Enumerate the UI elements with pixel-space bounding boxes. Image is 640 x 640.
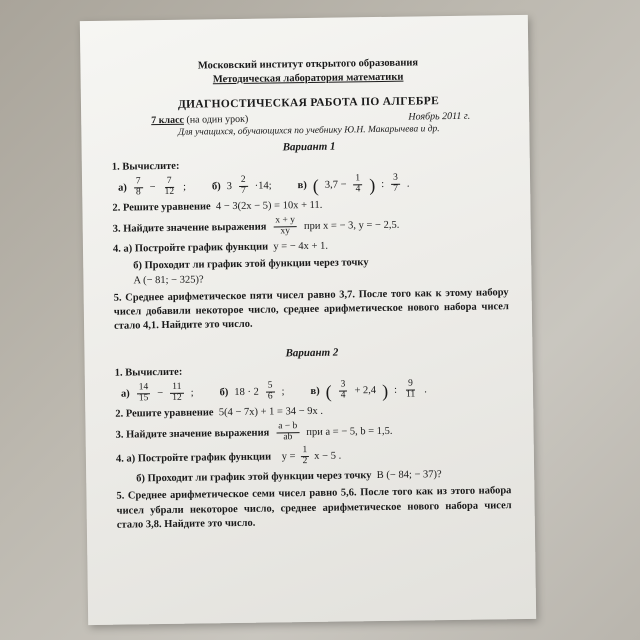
condition: при x = − 3, y = − 2,5.	[303, 219, 400, 232]
v2-t1b-label: б)	[219, 386, 229, 398]
punct: ;	[190, 387, 194, 399]
punct: ;	[182, 181, 187, 193]
v2-task-4b: б) Проходит ли график этой функции через точку B (− 84; − 37)?	[136, 469, 442, 485]
v1-task-1: 1. Вычислите:	[111, 160, 180, 173]
v1-task-2: 2. Решите уравнение 4 − 3(2x − 5) = 10x + 11.	[112, 199, 323, 214]
function-expr: y = − 4x + 1.	[273, 240, 328, 253]
document-title: ДИАГНОСТИЧЕСКАЯ РАБОТА ПО АЛГЕБРЕ	[177, 95, 440, 112]
fraction: $\frac{1}{4}$	[355, 173, 361, 195]
grade: 7 класс	[151, 114, 185, 127]
date: Ноябрь 2011 г.	[408, 110, 471, 123]
expr-rest: ·14;	[254, 180, 272, 192]
condition: при a = − 5, b = 1,5.	[306, 425, 393, 438]
expr-left: 18 · 2	[234, 386, 259, 398]
equation: 5(4 − 7x) + 1 = 34 − 9x .	[218, 406, 324, 419]
point: A (− 81; − 325)?	[133, 274, 204, 287]
v1-t1b-label: б)	[211, 180, 221, 192]
v1-task-3: 3. Найдите значение выражения $\frac{x + y}{xy}$ при x = − 3, y = − 2,5.	[112, 215, 400, 237]
punct: .	[424, 384, 427, 396]
institute-name: Московский институт открытого образования	[197, 57, 419, 72]
fraction: $\frac{11}{12}$	[172, 382, 182, 404]
v2-t1a-label: а)	[120, 388, 130, 400]
document-content	[110, 55, 512, 535]
v1-task-4a: 4. а) Постройте график функции y = − 4x + 1.	[112, 240, 328, 255]
paper-sheet	[80, 15, 536, 625]
fraction: $\frac{a - b}{ab}$	[276, 423, 299, 444]
fraction: $\frac{7}{8}$	[135, 176, 141, 198]
punct: ;	[281, 385, 285, 398]
fraction: $\frac{1}{2}$	[302, 445, 308, 467]
expr-mid: + 2,4	[354, 384, 377, 397]
grade-info	[151, 113, 248, 128]
v2-task-5: 5. Среднее арифметическое семи чисел равно 5,6. После того как из этого набора чисел убрали некоторое число, среднее арифметическое нового набора чисел стало 3,8. Найдите это число.	[116, 485, 512, 531]
fraction: $\frac{x + y}{xy}$	[273, 216, 297, 237]
fraction: $\frac{3}{7}$	[392, 172, 399, 194]
point: B (− 84; − 37)?	[376, 469, 442, 482]
v1-task-1-expressions	[118, 172, 507, 198]
v2-task-2: 2. Решите уравнение 5(4 − 7x) + 1 = 34 − 9x .	[115, 406, 324, 420]
v1-task-4b: б) Проходит ли график этой функции через точку A (− 81; − 325)?	[133, 257, 369, 287]
v1-task-5: 5. Среднее арифметическое пяти чисел равно 3,7. После того как к этому набору чисел добавили некоторое число, среднее арифметическое нового набора чисел стало 4,1. Найдите это число.	[113, 286, 509, 332]
v2-task-4a: 4. а) Постройте график функции y = $\frac{1}{2}$ x − 5 .	[115, 445, 342, 467]
colon: :	[394, 384, 398, 396]
whole-part: 3	[226, 180, 233, 192]
laboratory-name: Методическая лаборатория математики	[212, 71, 404, 86]
v2-task-1: 1. Вычислите:	[114, 366, 183, 379]
variant-1-heading: Вариант 1	[282, 140, 336, 154]
equation: 4 − 3(2x − 5) = 10x + 11.	[215, 199, 323, 213]
fraction: $\frac{14}{15}$	[138, 382, 149, 404]
v2-task-1-expressions	[121, 378, 510, 404]
paren-close: )	[381, 380, 389, 401]
paren-close: )	[369, 174, 376, 195]
paren-open: (	[325, 381, 332, 402]
v1-t1c-label: в)	[297, 179, 307, 191]
fraction: $\frac{2}{7}$	[240, 175, 246, 197]
colon: :	[381, 178, 385, 190]
lesson-note: (на один урок)	[186, 113, 249, 126]
variant-2-heading: Вариант 2	[285, 346, 339, 360]
audience-note: Для учащихся, обучающихся по учебнику Ю.Н. Макарычева и др.	[178, 124, 440, 139]
fraction: $\frac{3}{4}$	[340, 379, 346, 401]
v2-task-3: 3. Найдите значение выражения $\frac{a - b}{ab}$ при a = − 5, b = 1,5.	[115, 421, 393, 443]
expr-left: 3,7 −	[324, 179, 347, 191]
paren-open: (	[312, 175, 319, 196]
function-right: x − 5 .	[314, 450, 342, 462]
operator: −	[157, 387, 164, 399]
v1-t1a-label: а)	[118, 182, 127, 194]
punct: .	[406, 178, 410, 190]
fraction: $\frac{5}{6}$	[267, 380, 273, 402]
operator: −	[149, 181, 156, 193]
function-left: y =	[281, 450, 296, 463]
v2-t1c-label: в)	[310, 385, 320, 397]
fraction: $\frac{9}{11}$	[406, 378, 416, 400]
fraction: $\frac{7}{12}$	[164, 176, 175, 198]
